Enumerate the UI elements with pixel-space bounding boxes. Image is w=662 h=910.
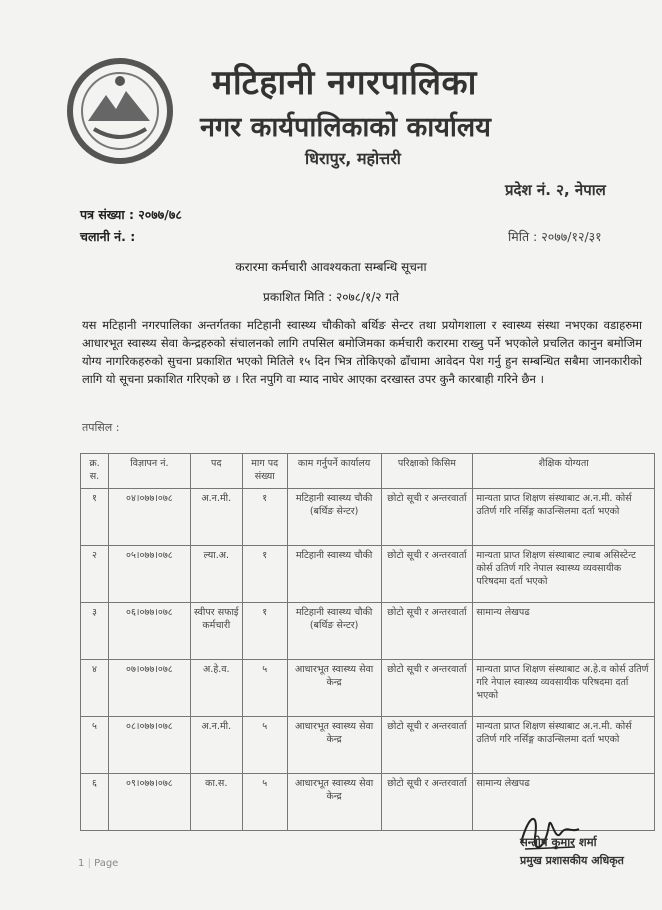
cell-serial: ६ (81, 774, 109, 831)
cell-qualification: मान्यता प्राप्त शिक्षण संस्थाबाट अ.न.मी. कोर्स उतिर्ण गरि नर्सिङ्ग काउन्सिलमा दर्ता भएको (473, 717, 655, 774)
letter-date: मिति : २०७७/१२/३१ (508, 229, 602, 244)
cell-office: मटिहानी स्वास्थ्य चौकी (बर्थिङ सेन्टर) (287, 489, 381, 546)
col-header-post: पद (190, 454, 242, 489)
cell-office: आधारभूत स्वास्थ्य सेवा केन्द्र (287, 717, 381, 774)
col-header-count: माग पद संख्या (242, 454, 287, 489)
col-header-serial: क्र. स. (81, 454, 109, 489)
reference-number: पत्र संख्या : २०७७/७८ (80, 207, 182, 222)
cell-post: स्वीपर सफाई कर्मचारी (190, 603, 242, 660)
cell-exam: छोटो सूची र अन्तरवार्ता (381, 489, 473, 546)
cell-count: १ (242, 546, 287, 603)
cell-exam: छोटो सूची र अन्तरवार्ता (381, 603, 473, 660)
cell-office: मटिहानी स्वास्थ्य चौकी (287, 546, 381, 603)
cell-ad-number: ०५।०७७।०७८ (108, 546, 190, 603)
cell-serial: ५ (81, 717, 109, 774)
notice-title: करारमा कर्मचारी आवश्यकता सम्बन्धि सूचना (235, 260, 427, 274)
notice-body: यस मटिहानी नगरपालिका अन्तर्गतका मटिहानी स्वास्थ्य चौकीको बर्थिङ सेन्टर तथा प्रयोगशाला र स्वास्थ्य संस्था नभएका वडाहरुमा आधारभूत स्वास्थ्य सेवा केन्द्रहरुको संचालनको लागि तपसिल बमोजिमका कर्मचारी करारमा राख्नु पर्ने भएकोले प्रचलित कानुन बमोजिम योग्य नागरिकहरुको सुचना प्रकाशित भएको मितिले १५ दिन भित्र तोकिएको ढाँचामा आवेदन पेश गर्नु हुन सम्बन्धित सबैमा जानकारीको लागि यो सूचना प्रकाशित गरिएको छ । रित नपुगि वा म्याद नाघेर आएका दरखास्त उपर कुनै कारबाही गरिने छैन । (82, 318, 642, 386)
signatory-title: प्रमुख प्रशासकीय अधिकृत (520, 854, 624, 867)
cell-office: मटिहानी स्वास्थ्य चौकी (बर्थिङ सेन्टर) (287, 603, 381, 660)
cell-exam: छोटो सूची र अन्तरवार्ता (381, 660, 473, 717)
table-row (81, 660, 655, 717)
office-address: धिरापुर, महोत्तरी (305, 149, 401, 168)
cell-serial: १ (81, 489, 109, 546)
cell-exam: छोटो सूची र अन्तरवार्ता (381, 717, 473, 774)
cell-post: का.स. (190, 774, 242, 831)
published-date: प्रकाशित मिति : २०७८/१/२ गते (263, 290, 399, 304)
cell-serial: ३ (81, 603, 109, 660)
cell-ad-number: ०४।०७७।०७८ (108, 489, 190, 546)
cell-count: ५ (242, 660, 287, 717)
vacancy-table (80, 453, 655, 831)
page-number-value: 1 (78, 858, 85, 869)
dispatch-number: चलानी नं. : (80, 229, 136, 244)
cell-qualification: सामान्य लेखपढ (473, 774, 655, 831)
signatory-name: सन्तोष कुमार शर्मा (520, 835, 597, 849)
table-row (81, 546, 655, 603)
cell-count: १ (242, 489, 287, 546)
cell-post: ल्या.अ. (190, 546, 242, 603)
cell-qualification: सामान्य लेखपढ (473, 603, 655, 660)
cell-ad-number: ०७।०७७।०७८ (108, 660, 190, 717)
cell-ad-number: ०८।०७७।०७८ (108, 717, 190, 774)
cell-post: अ.न.मी. (190, 717, 242, 774)
table-header-row (81, 454, 655, 489)
col-header-ad-number: विज्ञापन नं. (108, 454, 190, 489)
table-row (81, 717, 655, 774)
cell-office: आधारभूत स्वास्थ्य सेवा केन्द्र (287, 774, 381, 831)
col-header-exam: परिक्षाको किसिम (381, 454, 473, 489)
cell-post: अ.हे.व. (190, 660, 242, 717)
cell-ad-number: ०६।०७७।०७८ (108, 603, 190, 660)
cell-count: ५ (242, 717, 287, 774)
cell-exam: छोटो सूची र अन्तरवार्ता (381, 774, 473, 831)
cell-office: आधारभूत स्वास्थ्य सेवा केन्द्र (287, 660, 381, 717)
cell-serial: ४ (81, 660, 109, 717)
cell-post: अ.न.मी. (190, 489, 242, 546)
cell-count: ५ (242, 774, 287, 831)
table-row (81, 603, 655, 660)
cell-exam: छोटो सूची र अन्तरवार्ता (381, 546, 473, 603)
page-number: 1 | Page (78, 858, 119, 869)
cell-qualification: मान्यता प्राप्त शिक्षण संस्थाबाट अ.हे.व कोर्स उतिर्ण गरि नेपाल स्वास्थ्य व्यवसायीक परिषदमा दर्ता भएको (473, 660, 655, 717)
cell-count: १ (242, 603, 287, 660)
col-header-qualification: शैक्षिक योग्यता (473, 454, 655, 489)
province-label: प्रदेश नं. २, नेपाल (505, 181, 606, 199)
cell-qualification: मान्यता प्राप्त शिक्षण संस्थाबाट ल्याब असिस्टेन्ट कोर्स उतिर्ण गरि नेपाल स्वास्थ्य व्यवसायीक परिषदमा दर्ता भएको (473, 546, 655, 603)
page-label: Page (94, 858, 119, 869)
cell-qualification: मान्यता प्राप्त शिक्षण संस्थाबाट अ.न.मी. कोर्स उतिर्ण गरि नर्सिङ्ग काउन्सिलमा दर्ता भएको (473, 489, 655, 546)
col-header-office: काम गर्नुपर्ने कार्यालय (287, 454, 381, 489)
annex-label: तपसिल : (82, 421, 120, 434)
cell-ad-number: ०९।०७७।०७८ (108, 774, 190, 831)
cell-serial: २ (81, 546, 109, 603)
org-title: मटिहानी नगरपालिका (212, 63, 477, 103)
municipality-emblem-icon (64, 55, 176, 167)
office-title: नगर कार्यपालिकाको कार्यालय (200, 112, 491, 143)
table-row (81, 489, 655, 546)
